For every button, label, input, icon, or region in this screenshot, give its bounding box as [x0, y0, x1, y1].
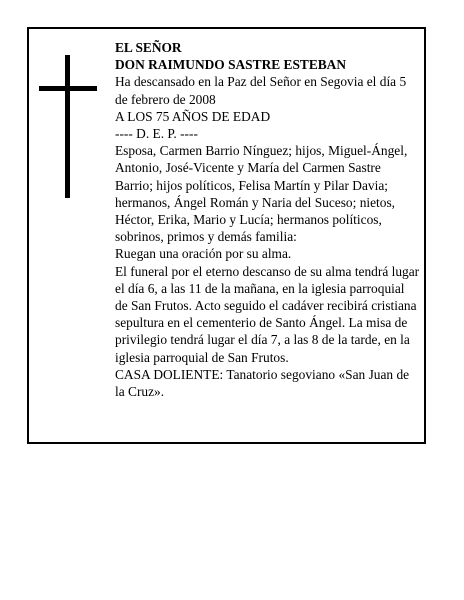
family-list: Esposa, Carmen Barrio Nínguez; hijos, Miguel-Ángel, Antonio, José-Vicente y María del Carmen Sastre Barrio; hijos políticos, Felisa Martín y Pilar Davia; hermanos, Ángel Román y Naria del Suceso; nietos, Héctor, Erika, Mario y Lucía; hermanos políticos, sobrinos, primos y demás familia: — [115, 143, 408, 245]
obituary-text — [115, 39, 420, 400]
obituary-notice — [27, 27, 426, 444]
cross-horizontal-bar — [39, 86, 97, 91]
age-line: A LOS 75 AÑOS DE EDAD — [115, 108, 271, 124]
rip-line: ---- D. E. P. ---- — [115, 126, 198, 142]
funeral-details: El funeral por el eterno descanso de su alma tendrá lugar el día 6, a las 11 de la mañana, en la iglesia parroquial de San Frutos. Acto seguido el cadáver recibirá cristiana sepultura en el cementerio de Santo Ángel. La misa de privilegio tendrá lugar el día 7, a las 8 de la tarde, en la iglesia parroquial de San Frutos. — [115, 263, 420, 365]
obituary-title: EL SEÑOR — [115, 40, 182, 55]
cross-vertical-bar — [65, 55, 70, 198]
death-announcement: Ha descansado en la Paz del Señor en Segovia el día 5 de febrero de 2008 — [115, 74, 407, 107]
prayer-request: Ruegan una oración por su alma. — [115, 246, 292, 262]
mourning-house: CASA DOLIENTE: Tanatorio segoviano «San Juan de la Cruz». — [115, 366, 410, 400]
deceased-name: DON RAIMUNDO SASTRE ESTEBAN — [115, 57, 347, 73]
